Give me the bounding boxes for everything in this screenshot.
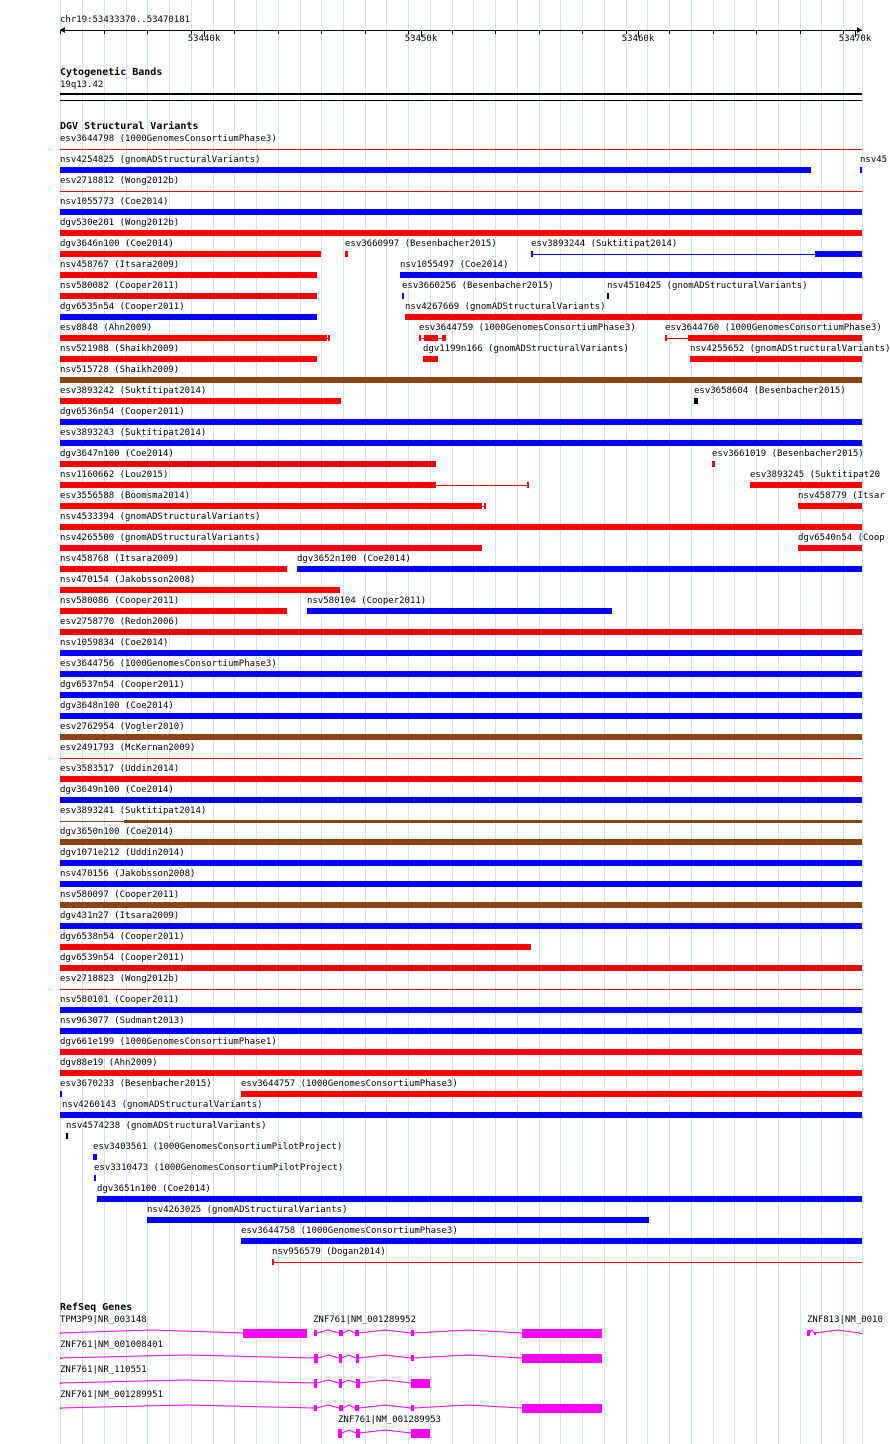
grid-line (756, 0, 757, 1444)
dgv-feature-bar[interactable] (60, 902, 862, 908)
dgv-feature-label[interactable]: nsv4260143 (gnomADStructuralVariants) (62, 1100, 263, 1110)
dgv-feature-bar[interactable] (60, 923, 862, 929)
dgv-feature-label[interactable]: esv3644757 (1000GenomesConsortiumPhase3) (241, 1079, 458, 1089)
dgv-feature-bar[interactable] (60, 965, 862, 971)
dgv-feature-label[interactable]: nsv515728 (Shaikh2009) (60, 365, 180, 375)
grid-line (604, 0, 605, 1444)
dgv-feature-bar[interactable] (60, 335, 327, 341)
dgv-feature-label[interactable]: esv2758770 (Redon2006) (60, 617, 180, 627)
grid-line (862, 0, 863, 1444)
dgv-feature-bar[interactable] (400, 272, 862, 278)
dgv-feature-label[interactable]: esv3893245 (Suktitipat20 (750, 470, 881, 480)
dgv-feature-label[interactable]: nsv580082 (Cooper2011) (60, 281, 180, 291)
dgv-feature-label[interactable]: nsv4533394 (gnomADStructuralVariants) (60, 512, 261, 522)
dgv-feature-bar[interactable] (60, 650, 862, 656)
dgv-feature-label[interactable]: esv3403561 (1000GenomesConsortiumPilotProject) (93, 1142, 343, 1152)
refseq-gene-label[interactable]: ZNF761|NM_001289953 (338, 1415, 441, 1425)
ruler-tick-label: 53470k (838, 34, 872, 44)
dgv-feature-bar[interactable] (60, 566, 287, 572)
dgv-feature-label[interactable]: esv3310473 (1000GenomesConsortiumPilotProject) (94, 1163, 344, 1173)
dgv-feature-bar[interactable] (690, 356, 862, 362)
gene-intron-line (360, 1429, 411, 1437)
dgv-feature-bar[interactable] (124, 820, 862, 823)
dgv-feature-bar[interactable] (328, 335, 330, 341)
dgv-feature-bar[interactable] (60, 230, 862, 236)
dgv-feature-bar[interactable] (60, 272, 317, 278)
refseq-gene-label[interactable]: ZNF761|NM_001289951 (60, 1390, 163, 1400)
dgv-feature-label[interactable]: nsv470156 (Jakobsson2008) (60, 869, 196, 879)
dgv-feature-bar[interactable] (241, 1091, 862, 1097)
dgv-feature-label[interactable]: nsv963077 (Sudmant2013) (60, 1016, 185, 1026)
dgv-feature-connector[interactable] (531, 254, 862, 255)
refseq-gene-label[interactable]: ZNF761|NM_001289952 (313, 1315, 416, 1325)
dgv-feature-bar[interactable] (60, 524, 862, 530)
dgv-feature-label[interactable]: dgv3651n100 (Coe2014) (97, 1184, 211, 1194)
dgv-feature-bar[interactable] (60, 713, 862, 719)
ruler-minor-tick (495, 31, 496, 34)
ruler-location: chr19:53433370..53470181 (60, 15, 191, 25)
gene-intron-line (317, 1404, 339, 1412)
dgv-feature-label[interactable]: dgv1071e212 (Uddin2014) (60, 848, 185, 858)
dgv-feature-label[interactable]: dgv6535n54 (Cooper2011) (60, 302, 185, 312)
dgv-feature-label[interactable]: nsv521988 (Shaikh2009) (60, 344, 180, 354)
gene-exon[interactable] (522, 1354, 602, 1363)
dgv-feature-label[interactable]: nsv4254825 (gnomADStructuralVariants) (60, 155, 261, 165)
dgv-feature-bar[interactable] (60, 758, 862, 759)
dgv-feature-bar[interactable] (60, 1049, 862, 1055)
grid-line (213, 0, 214, 1444)
dgv-feature-bar[interactable] (60, 839, 862, 845)
dgv-feature-label[interactable]: esv8848 (Ahn2009) (60, 323, 153, 333)
ruler-minor-tick (669, 31, 670, 34)
ruler-minor-tick (60, 31, 61, 34)
ruler-minor-tick (104, 31, 105, 34)
dgv-feature-connector[interactable] (272, 1262, 862, 1263)
dgv-feature-bar[interactable] (665, 335, 667, 341)
gene-intron-line (414, 1329, 522, 1337)
dgv-feature-label[interactable]: dgv431n27 (Itsara2009) (60, 911, 180, 921)
gene-exon[interactable] (860, 1333, 862, 1334)
dgv-feature-bar[interactable] (424, 335, 438, 341)
dgv-feature-bar[interactable] (750, 482, 862, 488)
dgv-feature-bar[interactable] (60, 440, 862, 446)
dgv-feature-label[interactable]: esv3893243 (Suktitipat2014) (60, 428, 207, 438)
dgv-feature-bar[interactable] (307, 608, 612, 614)
gene-intron-line (60, 1354, 314, 1362)
gene-exon[interactable] (243, 1329, 307, 1338)
ruler-minor-tick (321, 31, 322, 34)
grid-line (495, 0, 496, 1444)
dgv-feature-label[interactable]: esv3660997 (Besenbacher2015) (345, 239, 497, 249)
grid-line (539, 0, 540, 1444)
dgv-feature-bar[interactable] (60, 734, 862, 740)
dgv-feature-bar[interactable] (860, 167, 862, 173)
dgv-feature-bar[interactable] (60, 293, 317, 299)
dgv-feature-label[interactable]: nsv4263025 (gnomADStructuralVariants) (147, 1205, 348, 1215)
dgv-feature-label[interactable]: esv3644758 (1000GenomesConsortiumPhase3) (241, 1226, 458, 1236)
dgv-feature-label[interactable]: dgv3648n100 (Coe2014) (60, 701, 174, 711)
dgv-feature-label[interactable]: nsv4267669 (gnomADStructuralVariants) (405, 302, 606, 312)
dgv-feature-label[interactable]: nsv956579 (Dogan2014) (272, 1247, 386, 1257)
gene-intron-line (60, 1329, 243, 1337)
gene-intron-line (360, 1379, 411, 1387)
dgv-feature-label[interactable]: esv3660256 (Besenbacher2015) (402, 281, 554, 291)
dgv-feature-bar[interactable] (531, 251, 533, 257)
dgv-feature-bar[interactable] (97, 1196, 862, 1202)
dgv-feature-bar[interactable] (60, 797, 862, 803)
dgv-feature-label[interactable]: esv3658604 (Besenbacher2015) (694, 386, 846, 396)
gene-exon[interactable] (522, 1404, 602, 1413)
dgv-feature-bar[interactable] (60, 314, 317, 320)
dgv-feature-bar[interactable] (60, 881, 862, 887)
gene-exon[interactable] (418, 1379, 430, 1388)
dgv-feature-label[interactable]: dgv3649n100 (Coe2014) (60, 785, 174, 795)
dgv-feature-label[interactable]: nsv470154 (Jakobsson2008) (60, 575, 196, 585)
dgv-feature-label[interactable]: dgv88e19 (Ahn2009) (60, 1058, 158, 1068)
ruler-minor-tick (713, 31, 714, 34)
dgv-feature-label[interactable]: nsv4255652 (gnomADStructuralVariants) (690, 344, 890, 354)
refseq-track-title[interactable]: RefSeq Genes (60, 1302, 133, 1313)
ruler-tick-label: 53450k (404, 34, 438, 44)
dgv-track-title[interactable]: DGV Structural Variants (60, 121, 199, 132)
ruler-minor-tick (800, 31, 801, 34)
dgv-feature-label[interactable]: dgv6539n54 (Cooper2011) (60, 953, 185, 963)
dgv-feature-label[interactable]: esv3661019 (Besenbacher2015) (712, 449, 864, 459)
gene-intron-line (343, 1404, 355, 1412)
dgv-feature-label[interactable]: esv3644798 (1000GenomesConsortiumPhase3) (60, 134, 277, 144)
gene-intron-line (359, 1354, 411, 1362)
dgv-feature-label[interactable]: dgv661e199 (1000GenomesConsortiumPhase1) (60, 1037, 277, 1047)
grid-line (582, 0, 583, 1444)
grid-line (473, 0, 474, 1444)
dgv-feature-bar[interactable] (423, 356, 438, 362)
gene-intron-line (342, 1379, 356, 1387)
dgv-feature-label[interactable]: esv3644756 (1000GenomesConsortiumPhase3) (60, 659, 277, 669)
dgv-feature-bar[interactable] (405, 314, 862, 320)
dgv-feature-bar[interactable] (94, 1175, 96, 1181)
dgv-feature-bar[interactable] (60, 1112, 862, 1118)
dgv-feature-bar[interactable] (60, 545, 482, 551)
gene-exon[interactable] (418, 1429, 430, 1438)
grid-line (647, 0, 648, 1444)
dgv-feature-bar[interactable] (60, 398, 341, 404)
dgv-feature-label[interactable]: dgv6537n54 (Cooper2011) (60, 680, 185, 690)
dgv-feature-label[interactable]: dgv3650n100 (Coe2014) (60, 827, 174, 837)
dgv-feature-label[interactable]: esv3893241 (Suktitipat2014) (60, 806, 207, 816)
track-separator (60, 100, 862, 101)
dgv-feature-bar[interactable] (798, 545, 862, 551)
cytoband-bar[interactable] (60, 93, 862, 95)
dgv-feature-bar[interactable] (60, 944, 531, 950)
dgv-feature-bar[interactable] (60, 191, 862, 192)
dgv-feature-label[interactable]: esv3644760 (1000GenomesConsortiumPhase3) (665, 323, 882, 333)
dgv-feature-label[interactable]: esv2718812 (Wong2012b) (60, 176, 180, 186)
dgv-feature-bar[interactable] (60, 209, 862, 215)
gene-intron-line (317, 1329, 339, 1337)
dgv-feature-label[interactable]: dgv1199n166 (gnomADStructuralVariants) (423, 344, 629, 354)
refseq-gene-label[interactable]: ZNF761|NR_110551 (60, 1365, 147, 1375)
gene-intron-line (343, 1329, 355, 1337)
ruler-tick-label: 53460k (621, 34, 655, 44)
dgv-feature-label[interactable]: nsv45 (860, 155, 888, 165)
dgv-feature-label[interactable]: nsv1055497 (Coe2014) (400, 260, 509, 270)
ruler-tick-label: 53440k (187, 34, 221, 44)
grid-line (517, 0, 518, 1444)
cytoband-track-title[interactable]: Cytogenetic Bands (60, 67, 163, 78)
gene-intron-line (318, 1354, 339, 1362)
gene-exon[interactable] (411, 1429, 418, 1438)
grid-line (734, 0, 735, 1444)
dgv-feature-bar[interactable] (60, 608, 287, 614)
dgv-feature-label[interactable]: nsv1055773 (Coe2014) (60, 197, 169, 207)
dgv-feature-bar[interactable] (60, 629, 862, 635)
dgv-feature-bar[interactable] (607, 293, 609, 299)
gene-intron-line (60, 1404, 314, 1412)
dgv-feature-label[interactable]: dgv3646n100 (Coe2014) (60, 239, 174, 249)
refseq-gene-label[interactable]: ZNF761|NM_001008401 (60, 1340, 163, 1350)
ruler-minor-tick (234, 31, 235, 34)
grid-line (191, 0, 192, 1444)
dgv-feature-label[interactable]: nsv458768 (Itsara2009) (60, 554, 180, 564)
ruler-minor-tick (452, 31, 453, 34)
dgv-feature-bar[interactable] (60, 419, 862, 425)
dgv-feature-bar[interactable] (815, 251, 862, 257)
dgv-feature-bar[interactable] (272, 1259, 274, 1265)
dgv-feature-bar[interactable] (712, 461, 715, 467)
dgv-feature-bar[interactable] (60, 692, 862, 698)
ruler-minor-tick (278, 31, 279, 34)
dgv-feature-label[interactable]: nsv1160662 (Lou2015) (60, 470, 169, 480)
grid-line (691, 0, 692, 1444)
dgv-feature-bar[interactable] (297, 566, 862, 572)
grid-line (560, 0, 561, 1444)
dgv-feature-bar[interactable] (93, 1154, 97, 1160)
dgv-feature-bar[interactable] (694, 398, 698, 404)
dgv-feature-label[interactable]: nsv1059834 (Coe2014) (60, 638, 169, 648)
dgv-feature-bar[interactable] (345, 251, 348, 257)
dgv-feature-bar[interactable] (442, 335, 446, 341)
ruler-minor-tick (582, 31, 583, 34)
gene-exon[interactable] (411, 1379, 418, 1388)
dgv-feature-label[interactable]: nsv580086 (Cooper2011) (60, 596, 180, 606)
dgv-feature-label[interactable]: esv3670233 (Besenbacher2015) (60, 1079, 212, 1089)
dgv-feature-bar[interactable] (60, 1091, 62, 1097)
gene-intron-line (815, 1329, 860, 1337)
dgv-feature-bar[interactable] (60, 503, 482, 509)
refseq-gene-label[interactable]: ZNF813|NM_0010 (807, 1315, 883, 1325)
dgv-feature-label[interactable]: nsv4510425 (gnomADStructuralVariants) (607, 281, 808, 291)
dgv-feature-bar[interactable] (402, 293, 404, 299)
gene-intron-line (414, 1354, 522, 1362)
dgv-feature-label[interactable]: dgv530e201 (Wong2012b) (60, 218, 180, 228)
dgv-feature-label[interactable]: nsv580104 (Cooper2011) (307, 596, 427, 606)
gene-intron-line (342, 1354, 356, 1362)
dgv-feature-label[interactable]: dgv6538n54 (Cooper2011) (60, 932, 185, 942)
grid-line (800, 0, 801, 1444)
dgv-feature-bar[interactable] (60, 989, 862, 990)
dgv-feature-bar[interactable] (419, 335, 421, 341)
refseq-gene-label[interactable]: TPM3P9|NR_003148 (60, 1315, 147, 1325)
dgv-feature-label[interactable]: esv3893244 (Suktitipat2014) (531, 239, 678, 249)
dgv-feature-bar[interactable] (60, 149, 862, 150)
grid-line (713, 0, 714, 1444)
gene-exon[interactable] (522, 1329, 602, 1338)
dgv-feature-bar[interactable] (60, 671, 862, 677)
dgv-feature-label[interactable]: dgv3652n100 (Coe2014) (297, 554, 411, 564)
dgv-feature-label[interactable]: nsv4265500 (gnomADStructuralVariants) (60, 533, 261, 543)
dgv-feature-bar[interactable] (147, 1217, 649, 1223)
dgv-feature-bar[interactable] (60, 461, 436, 467)
dgv-feature-bar[interactable] (688, 335, 862, 341)
dgv-feature-bar[interactable] (60, 377, 862, 383)
gene-intron-line (359, 1329, 411, 1337)
grid-line (843, 0, 844, 1444)
gene-intron-line (414, 1404, 522, 1412)
dgv-feature-label[interactable]: esv3644759 (1000GenomesConsortiumPhase3) (419, 323, 636, 333)
dgv-feature-label[interactable]: esv3893242 (Suktitipat2014) (60, 386, 207, 396)
gene-intron-line (342, 1429, 356, 1437)
grid-line (669, 0, 670, 1444)
ruler-minor-tick (539, 31, 540, 34)
dgv-feature-label[interactable]: nsv580097 (Cooper2011) (60, 890, 180, 900)
dgv-feature-bar[interactable] (60, 587, 340, 593)
dgv-feature-bar[interactable] (527, 482, 529, 488)
gene-intron-line (317, 1379, 339, 1387)
ruler-minor-tick (756, 31, 757, 34)
dgv-feature-label[interactable]: esv3583517 (Uddin2014) (60, 764, 180, 774)
dgv-feature-label[interactable]: nsv4574238 (gnomADStructuralVariants) (66, 1121, 267, 1131)
dgv-feature-label[interactable]: nsv458779 (Itsar (798, 491, 885, 501)
dgv-feature-label[interactable]: esv3556588 (Boomsma2014) (60, 491, 191, 501)
dgv-feature-bar[interactable] (60, 1028, 862, 1034)
grid-line (626, 0, 627, 1444)
gene-intron-line (60, 1379, 314, 1387)
grid-line (821, 0, 822, 1444)
dgv-feature-label[interactable]: nsv580101 (Cooper2011) (60, 995, 180, 1005)
gene-intron-line (359, 1404, 411, 1412)
ruler-minor-tick (147, 31, 148, 34)
dgv-feature-bar[interactable] (484, 503, 486, 509)
dgv-feature-bar[interactable] (60, 356, 317, 362)
dgv-feature-bar[interactable] (60, 1070, 862, 1076)
dgv-feature-label[interactable]: dgv6540n54 (Coop (798, 533, 885, 543)
dgv-feature-bar[interactable] (60, 860, 862, 866)
grid-line (234, 0, 235, 1444)
ruler-minor-tick (365, 31, 366, 34)
cytoband-label: 19q13.42 (60, 80, 104, 90)
dgv-feature-bar[interactable] (60, 482, 436, 488)
dgv-feature-bar[interactable] (798, 503, 862, 509)
dgv-feature-bar[interactable] (66, 1133, 68, 1139)
dgv-feature-label[interactable]: esv2762954 (Vogler2010) (60, 722, 185, 732)
dgv-feature-bar[interactable] (60, 251, 321, 257)
dgv-feature-bar[interactable] (60, 1007, 862, 1013)
scroll-right-arrow-icon[interactable] (857, 27, 862, 33)
ruler-axis (60, 30, 862, 31)
dgv-feature-label[interactable]: esv2718823 (Wong2012b) (60, 974, 180, 984)
dgv-feature-bar[interactable] (241, 1238, 862, 1244)
grid-line (778, 0, 779, 1444)
dgv-feature-label[interactable]: dgv3647n100 (Coe2014) (60, 449, 174, 459)
dgv-feature-label[interactable]: esv2491793 (McKernan2009) (60, 743, 196, 753)
dgv-feature-bar[interactable] (60, 167, 811, 173)
dgv-feature-label[interactable]: dgv6536n54 (Cooper2011) (60, 407, 185, 417)
dgv-feature-bar[interactable] (60, 776, 862, 782)
dgv-feature-label[interactable]: nsv458767 (Itsara2009) (60, 260, 180, 270)
